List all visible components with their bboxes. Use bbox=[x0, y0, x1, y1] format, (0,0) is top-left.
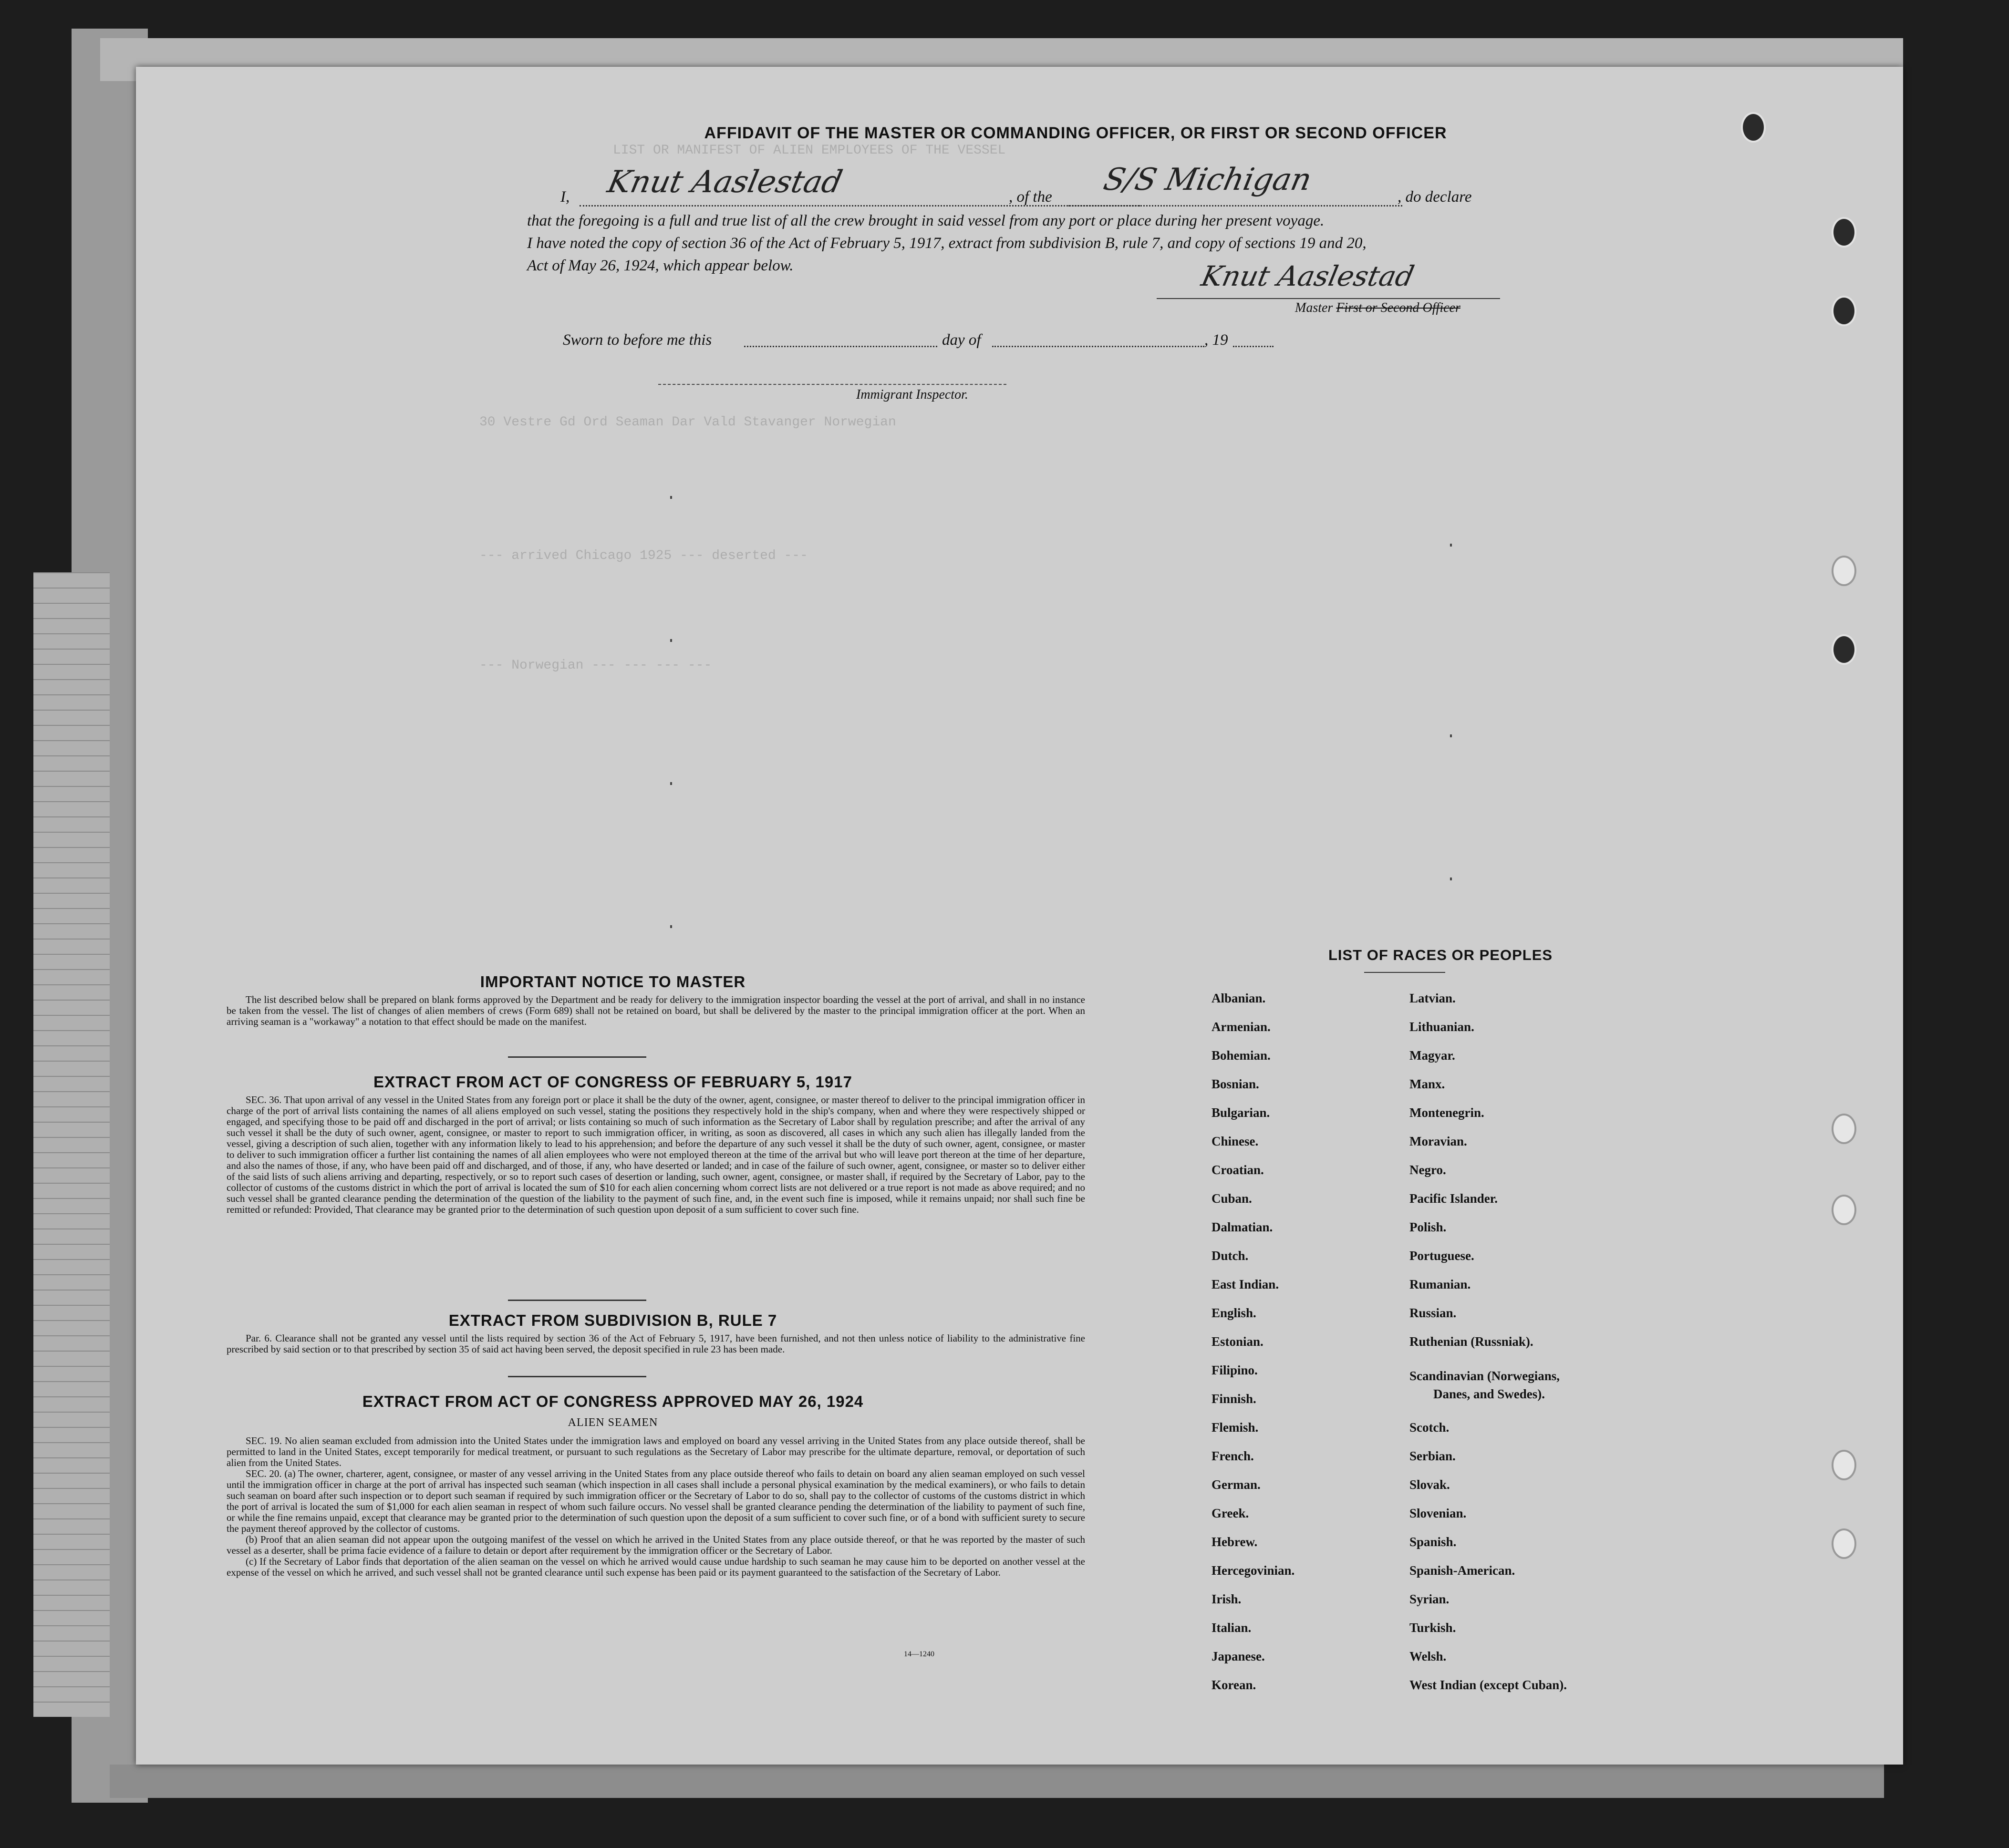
paragraph-6: Par. 6. Clearance shall not be granted any vessel until the lists required by section 36 of the Act of February 5, 1917, have been furnished, and not then unless notice of liability to the administrative fine prescribed by said section or to that prescribed by section 35 of said act having been served, the deposit specified in rule 23 has been made. bbox=[227, 1332, 1085, 1355]
section-divider bbox=[508, 1376, 646, 1377]
affidavit-of-the: , of the bbox=[1009, 188, 1052, 206]
race-item: Dalmatian. bbox=[1212, 1220, 1273, 1234]
extract-1917-text bbox=[227, 1094, 1085, 1215]
sworn-month-blank bbox=[992, 346, 1204, 347]
binder-hole bbox=[1832, 634, 1856, 665]
vessel-name-blank bbox=[1068, 205, 1402, 206]
binder-hole bbox=[1832, 296, 1856, 326]
subdivision-text bbox=[227, 1333, 1085, 1355]
column-tick bbox=[1450, 544, 1452, 547]
races-title-underline bbox=[1364, 972, 1445, 973]
column-tick bbox=[670, 782, 672, 785]
signer-title bbox=[1295, 300, 1460, 316]
race-item: English. bbox=[1212, 1306, 1256, 1320]
race-item: Scotch. bbox=[1409, 1420, 1450, 1435]
race-item: Finnish. bbox=[1212, 1392, 1256, 1406]
alien-seamen-subtitle: ALIEN SEAMEN bbox=[568, 1416, 658, 1429]
signer-title-struck: First or Second Officer bbox=[1336, 300, 1460, 315]
race-item: Irish. bbox=[1212, 1592, 1242, 1606]
notice-title: IMPORTANT NOTICE TO MASTER bbox=[480, 973, 746, 991]
affidavit-line-3: I have noted the copy of section 36 of the Act of February 5, 1917, extract from subdivision B, rule 7, and copy of sections 19 and 20, bbox=[527, 235, 1367, 252]
race-item: Bulgarian. bbox=[1212, 1105, 1270, 1120]
race-item: Negro. bbox=[1409, 1163, 1446, 1177]
race-item: Spanish-American. bbox=[1409, 1563, 1515, 1578]
race-item: Scandinavian (Norwegians, bbox=[1409, 1369, 1560, 1383]
race-item: Rumanian. bbox=[1409, 1277, 1471, 1291]
signer-title-master: Master bbox=[1295, 300, 1333, 315]
race-item: Russian. bbox=[1409, 1306, 1457, 1320]
form-number: 14—1240 bbox=[904, 1650, 934, 1658]
signature-line bbox=[1157, 298, 1500, 299]
race-item: Slovak. bbox=[1409, 1477, 1450, 1492]
affidavit-line-2: that the foregoing is a full and true list of all the crew brought in said vessel from any port or place during her present voyage. bbox=[527, 212, 1325, 229]
inspector-signature-line bbox=[658, 384, 1006, 385]
column-tick bbox=[670, 639, 672, 642]
affidavit-i-label: I, bbox=[560, 188, 570, 206]
manifest-page bbox=[136, 67, 1903, 1765]
race-item: Polish. bbox=[1409, 1220, 1447, 1234]
section-20b-paragraph: (b) Proof that an alien seaman did not appear upon the outgoing manifest of the vessel on which he arrived in the United States from any place outside thereof, or that he was reported by the master of such vessel as a deserter, shall be prima facie evidence of a failure to detain or deport after requirement by the immigration officer or the Secretary of Labor. bbox=[227, 1534, 1085, 1556]
affidavit-title: AFFIDAVIT OF THE MASTER OR COMMANDING OFFICER, OR FIRST OR SECOND OFFICER bbox=[704, 124, 1447, 142]
race-item: Japanese. bbox=[1212, 1649, 1265, 1663]
race-item: Slovenian. bbox=[1409, 1506, 1467, 1520]
races-title: LIST OF RACES OR PEOPLES bbox=[1328, 947, 1553, 963]
binder-hole bbox=[1832, 1195, 1856, 1225]
subdivision-title: EXTRACT FROM SUBDIVISION B, RULE 7 bbox=[448, 1311, 777, 1329]
notice-paragraph: The list described below shall be prepared on blank forms approved by the Department and be ready for delivery to the immigration inspector boarding the vessel at the port of arrival, and shall in no instance be taken from the vessel. The list of changes of alien members of crews (Form 689) shall not be retained on board, but shall be delivered by the master to the principal immigration officer at the port. When an arriving seaman is a "workaway" a notation to that effect should be made on the manifest. bbox=[227, 994, 1085, 1027]
race-item: Chinese. bbox=[1212, 1134, 1259, 1148]
race-item: Syrian. bbox=[1409, 1592, 1450, 1606]
race-item: Turkish. bbox=[1409, 1621, 1456, 1635]
race-item: Manx. bbox=[1409, 1077, 1445, 1091]
extract-1917-title: EXTRACT FROM ACT OF CONGRESS OF FEBRUARY 5, 1917 bbox=[373, 1073, 852, 1091]
column-tick bbox=[670, 496, 672, 499]
race-item: Welsh. bbox=[1409, 1649, 1447, 1663]
inspector-label: Immigrant Inspector. bbox=[856, 387, 968, 402]
race-item: Moravian. bbox=[1409, 1134, 1467, 1148]
day-of-label: day of bbox=[942, 331, 981, 349]
race-item: West Indian (except Cuban). bbox=[1409, 1678, 1567, 1692]
bleed-through-text: LIST OR MANIFEST OF ALIEN EMPLOYEES OF THE VESSEL bbox=[613, 143, 1006, 158]
notice-text bbox=[227, 994, 1085, 1027]
column-tick bbox=[1450, 878, 1452, 880]
affidavit-do-declare: , do declare bbox=[1398, 188, 1472, 206]
section-36-paragraph: SEC. 36. That upon arrival of any vessel in the United States from any foreign port or place it shall be the duty of the owner, agent, consignee, or master thereof to deliver to the principal immigration officer in charge of the port of arrival lists containing the names of all aliens employed on such vessel, stating the positions they respectively hold in the ship's company, when and where they were respectively shipped or engaged, and specifying those to be paid off and discharged in the port of arrival; or lists containing so much of such information as the Secretary of Labor shall by regulation prescribe; and after the arrival of any such vessel it shall be the duty of such owner, agent, consignee, or master to report to such immigration officer, in writing, as soon as discovered, all cases in which any such alien has illegally landed from the vessel, giving a description of such alien, together with any information likely to lead to his apprehension; and before the departure of any such vessel it shall be the duty of such owner, agent, consignee, or master to deliver to such immigration officer a further list containing the names of all alien employees who were not employed thereon at the time of the arrival but who will leave port thereon at the time of her departure, and also the names of those, if any, who have been paid off and discharged, and of those, if any, who have deserted or landed; and in case of the failure of such owner, agent, consignee, or master so to deliver either of the said lists of such aliens arriving and departing, respectively, or so to report such cases of desertion or landing, such owner, agent, consignee, or master shall, if required by the Secretary of Labor, pay to the collector of customs of the customs district in which the port of arrival is located the sum of $10 for each alien concerning whom correct lists are not delivered or a true report is not made as above required; and no such vessel shall be granted clearance pending the determination of the question of the liability to the payment of such fine, and, in the event such fine is imposed, while it remains unpaid; nor shall such fine be remitted or refunded: Provided, That clearance may be granted prior to the determination of such question upon deposit of a sum sufficient to cover such fine. bbox=[227, 1094, 1085, 1215]
sworn-label: Sworn to before me this bbox=[563, 331, 712, 349]
extract-1924-text bbox=[227, 1435, 1085, 1578]
bleed-through-text: --- arrived Chicago 1925 --- deserted --- bbox=[479, 548, 808, 563]
master-signature: Knut Aaslestad bbox=[1198, 260, 1417, 292]
binder-hole bbox=[1832, 1114, 1856, 1144]
binder-hole bbox=[1832, 1450, 1856, 1480]
column-tick bbox=[1450, 734, 1452, 737]
race-item: East Indian. bbox=[1212, 1277, 1279, 1291]
section-divider bbox=[508, 1056, 646, 1058]
binder-hole bbox=[1832, 1528, 1856, 1559]
bleed-through-text: --- Norwegian --- --- --- --- bbox=[479, 658, 712, 673]
section-20c-paragraph: (c) If the Secretary of Labor finds that deportation of the alien seaman on the vessel on which he arrived would cause undue hardship to such seaman he may cause him to be deported on another vessel at the expense of the vessel on which he arrived, and such vessel shall not be granted clearance until such expense has been paid or its payment guaranteed to the satisfaction of the Secretary of Labor. bbox=[227, 1556, 1085, 1578]
race-item: Estonian. bbox=[1212, 1334, 1263, 1349]
race-item: Bohemian. bbox=[1212, 1048, 1271, 1063]
race-item: Croatian. bbox=[1212, 1163, 1264, 1177]
sworn-year-blank bbox=[1233, 346, 1274, 347]
race-item: Greek. bbox=[1212, 1506, 1249, 1520]
race-item: Hercegovinian. bbox=[1212, 1563, 1295, 1578]
race-item: Dutch. bbox=[1212, 1249, 1249, 1263]
race-item: Bosnian. bbox=[1212, 1077, 1259, 1091]
race-item: French. bbox=[1212, 1449, 1254, 1463]
race-item: Italian. bbox=[1212, 1621, 1252, 1635]
race-item: Lithuanian. bbox=[1409, 1020, 1474, 1034]
race-item: Flemish. bbox=[1212, 1420, 1259, 1435]
race-item: Spanish. bbox=[1409, 1535, 1457, 1549]
column-tick bbox=[670, 925, 672, 928]
race-item: Latvian. bbox=[1409, 991, 1456, 1005]
race-item: Montenegrin. bbox=[1409, 1105, 1484, 1120]
binder-hole bbox=[1741, 112, 1766, 143]
master-name-handwritten: Knut Aaslestad bbox=[604, 165, 846, 200]
race-item: Portuguese. bbox=[1409, 1249, 1474, 1263]
under-sheet-bottom bbox=[110, 1765, 1884, 1798]
race-item: Ruthenian (Russniak). bbox=[1409, 1334, 1533, 1349]
race-item: Serbian. bbox=[1409, 1449, 1456, 1463]
sworn-day-blank bbox=[744, 346, 937, 347]
race-item: German. bbox=[1212, 1477, 1261, 1492]
race-item: Cuban. bbox=[1212, 1191, 1252, 1206]
master-name-blank bbox=[580, 205, 1140, 206]
affidavit-line-4: Act of May 26, 1924, which appear below. bbox=[527, 257, 794, 274]
bleed-through-text: 30 Vestre Gd Ord Seaman Dar Vald Stavanger Norwegian bbox=[479, 415, 896, 430]
extract-1924-title: EXTRACT FROM ACT OF CONGRESS APPROVED MAY 26, 1924 bbox=[362, 1393, 864, 1410]
binder-hole bbox=[1832, 556, 1856, 586]
race-item: Armenian. bbox=[1212, 1020, 1271, 1034]
sworn-year-label: , 19 bbox=[1204, 331, 1228, 349]
race-item: Pacific Islander. bbox=[1409, 1191, 1498, 1206]
race-item: Magyar. bbox=[1409, 1048, 1455, 1063]
binder-hole bbox=[1832, 217, 1856, 248]
race-item: Korean. bbox=[1212, 1678, 1256, 1692]
race-item: Hebrew. bbox=[1212, 1535, 1258, 1549]
ruled-left-strip bbox=[33, 572, 110, 1717]
race-item: Filipino. bbox=[1212, 1363, 1258, 1377]
vessel-name-handwritten: S/S Michigan bbox=[1100, 162, 1315, 197]
section-19-paragraph: SEC. 19. No alien seaman excluded from admission into the United States under the immigration laws and employed on board any vessel arriving in the United States from any place outside thereof, shall be permitted to land in the United States, except temporarily for medical treatment, or pursuant to such regulations as the Secretary of Labor may prescribe for the ultimate departure, removal, or deportation of such alien from the United States. bbox=[227, 1435, 1085, 1468]
race-item: Danes, and Swedes). bbox=[1433, 1387, 1545, 1401]
section-divider bbox=[508, 1300, 646, 1301]
section-20a-paragraph: SEC. 20. (a) The owner, charterer, agent, consignee, or master of any vessel arriving in the United States from any place outside thereof who fails to detain on board any alien seaman employed on such vessel until the immigration officer in charge at the port of arrival has inspected such seaman (which inspection in all cases shall include a personal physical examination by the medical examiners), or who fails to detain such seaman on board after such inspection or to deport such seaman if required by such immigration officer or the Secretary of Labor to do so, shall pay to the collector of customs of the customs district in which the port of arrival is located the sum of $1,000 for each alien seaman in respect of whom such failure occurs. No vessel shall be granted clearance pending the determination of the liability to payment of such fine, or while the fine remains unpaid, except that clearance may be granted prior to the determination of such question upon the deposit of a sum sufficient to cover such fine, or of a bond with sufficient surety to secure the payment thereof approved by the collector of customs. bbox=[227, 1468, 1085, 1534]
race-item: Albanian. bbox=[1212, 991, 1266, 1005]
